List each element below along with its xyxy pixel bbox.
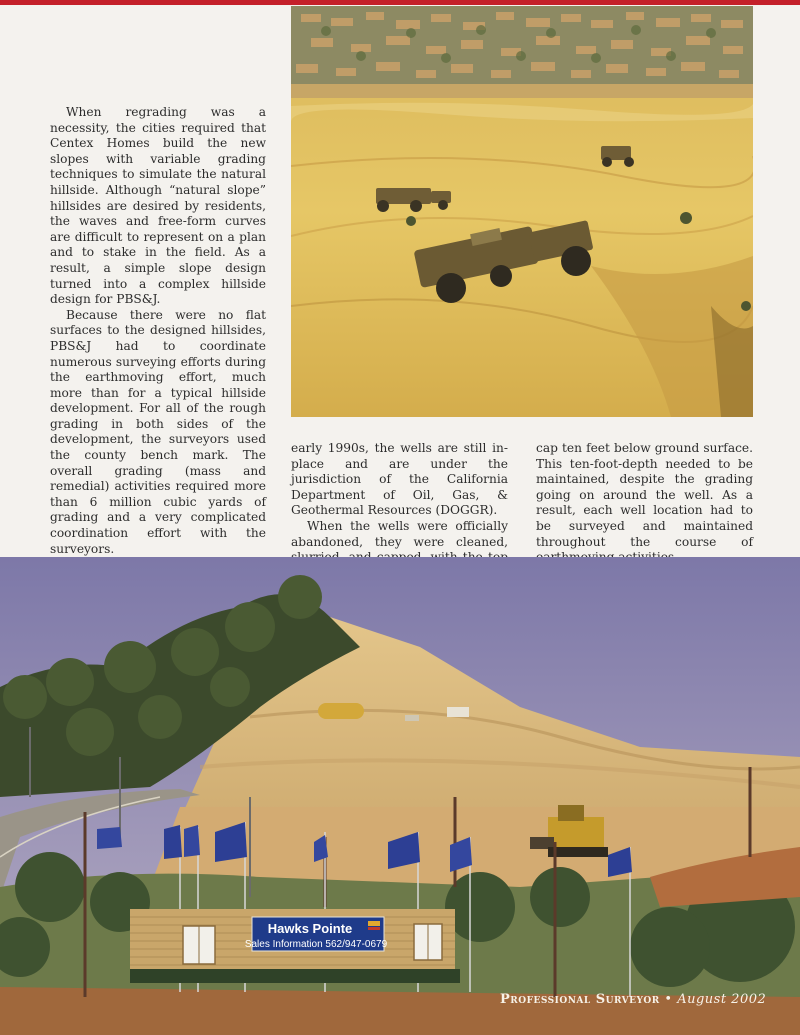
- photo-grading-site: [291, 6, 753, 417]
- paragraph-wells-capped: When the wells were officially abandoned, they were cleaned,: [291, 518, 508, 549]
- top-accent-bar: [0, 0, 800, 5]
- article-column-3: [536, 441, 753, 566]
- sign-name: Hawks Pointe: [267, 921, 353, 936]
- page-footer: [500, 992, 766, 1007]
- paragraph-cap-depth: cap ten feet below ground surface. This ten-foot-depth needed to be maintained, despite the grading going on around the well. As a result, each well location had to be surveyed and maintained throughout the course of: [536, 441, 753, 549]
- paragraph-regrading: When regrading was a necessity, the cities required that Centex Homes build the new slopes with variable grading techniques to simulate the natural hillside. Although “natural slope” hillsides are desired by residents, the waves and free-form curves are difficult to represent on a plan and to stake in the field. As a result, a simple slope design turned into a complex hillside design for PBS&J.: [50, 105, 266, 307]
- footer-magazine-name: Professional Surveyor: [500, 992, 660, 1007]
- footer-date: August 2002: [677, 992, 767, 1007]
- sign-sales-info: Sales Information 562/947-0679: [244, 939, 388, 950]
- paragraph-early-1990s: early 1990s, the wells are still in-place and are under the jurisdiction of the California Department of Oil, Gas, & Geothermal Resources (DOGGR).: [291, 441, 508, 518]
- photo-hawks-pointe-site: [0, 557, 800, 1035]
- footer-separator: •: [664, 992, 673, 1007]
- paragraph-flat-surfaces: Because there were no flat surfaces to the designed hillsides, PBS&J had to coordinate numerous surveying efforts during the earthmoving effort, much more than for a typical hillside development. For all of the rough grading in both sides of the development, the surveyors used the county bench mark. The overall grading (mass and remedial) activities required more than 6 million cubic yards of grading and a very complicated coordination effort with the surveyors.: [50, 307, 266, 556]
